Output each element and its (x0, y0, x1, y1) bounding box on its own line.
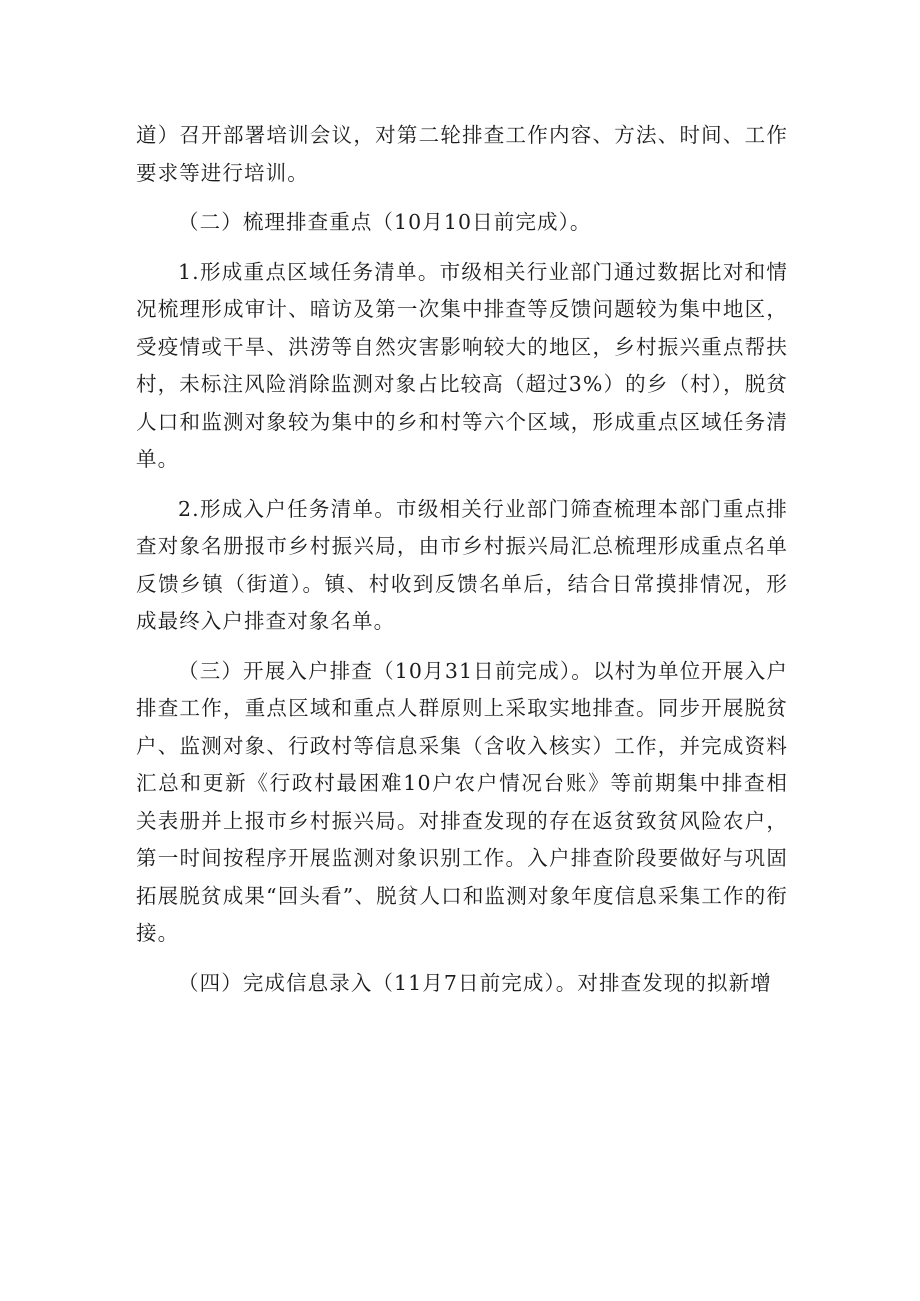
paragraph-household-inspection: （三）开展入户排查（10月31日前完成）。以村为单位开展入户排查工作，重点区域和重点人群原则上采取实地排查。同步开展脱贫户、监测对象、行政村等信息采集（含收入核实）工作，并完成资料汇总和更新《行政村最困难10户农户情况台账》等前期集中排查相关表册并上报市乡村振兴局。对排查发现的存在返贫致贫风险农户，第一时间按程序开展监测对象识别工作。入户排查阶段要做好与巩固拓展脱贫成果“回头看”、脱贫人口和监测对象年度信息采集工作的衔接。 (136, 658, 788, 945)
paragraph-household-task-list: 2.形成入户任务清单。市级相关行业部门筛查梳理本部门重点排查对象名册报市乡村振兴局，由市乡村振兴局汇总梳理形成重点名单反馈乡镇（街道）。镇、村收到反馈名单后，结合日常摸排情况，形成最终入户排查对象名单。 (136, 496, 788, 633)
document-body (136, 117, 788, 1014)
paragraph-key-area-task-list: 1.形成重点区域任务清单。市级相关行业部门通过数据比对和情况梳理形成审计、暗访及第一次集中排查等反馈问题较为集中地区，受疫情或干旱、洪涝等自然灾害影响较大的地区，乡村振兴重点帮扶村，未标注风险消除监测对象占比较高（超过3%）的乡（村），脱贫人口和监测对象较为集中的乡和村等六个区域，形成重点区域任务清单。 (136, 259, 788, 471)
heading-sort-key-points: （二）梳理排查重点（10月10日前完成）。 (178, 210, 592, 234)
paragraph-information-entry: （四）完成信息录入（11月7日前完成）。对排查发现的拟新增 (178, 970, 772, 995)
paragraph-training-meeting: 道）召开部署培训会议，对第二轮排查工作内容、方法、时间、工作要求等进行培训。 (136, 123, 788, 185)
